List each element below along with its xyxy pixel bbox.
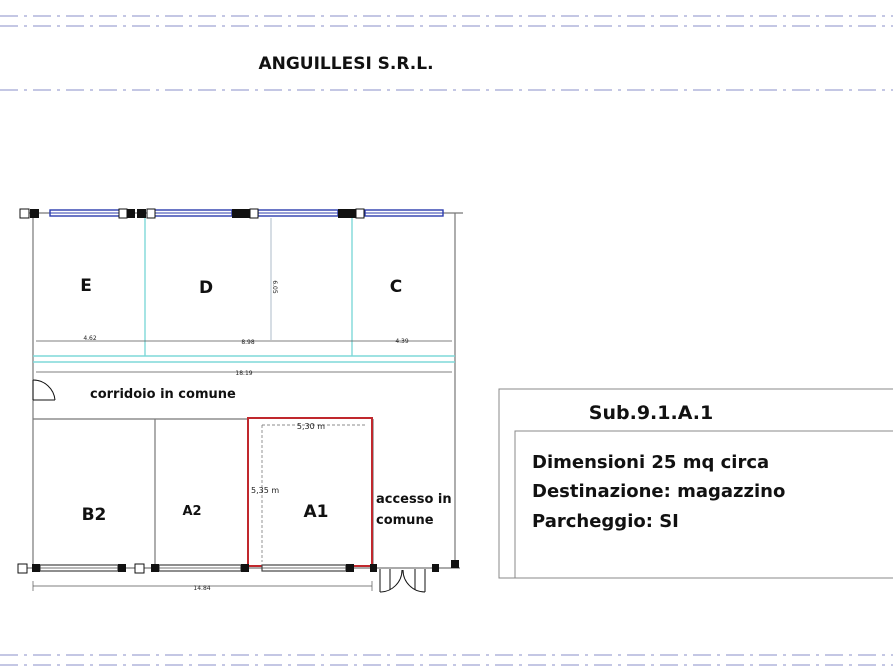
room-d-label: D (198, 278, 214, 298)
room-a2-label: A2 (182, 504, 202, 519)
dimension-total-upper: 18.19 (235, 370, 253, 377)
room-a1-label: A1 (303, 502, 329, 522)
dimension-e-width: 4.62 (83, 335, 97, 342)
dimension-d-width: 8.98 (241, 339, 255, 346)
double-door-icon (380, 569, 425, 592)
dimension-a1-depth: 5,35 m (251, 486, 280, 495)
info-line-destination: Destinazione: magazzino (532, 481, 786, 502)
info-panel-title: Sub.9.1.A.1 (588, 402, 714, 424)
room-c-label: C (389, 277, 403, 297)
access-label-line2: comune (376, 513, 434, 528)
info-line-dimensions: Dimensioni 25 mq circa (532, 452, 770, 473)
dimension-c-width: 4.39 (395, 338, 409, 345)
dimension-bottom-total: 14.84 (193, 585, 211, 592)
dimension-a1-width: 5,30 m (296, 422, 326, 431)
corridor-label: corridoio in comune (90, 387, 236, 402)
lower-walls (33, 419, 373, 566)
access-label-line1: accesso in (376, 492, 452, 507)
bottom-windows (40, 565, 346, 571)
company-title: ANGUILLESI S.R.L. (258, 54, 434, 74)
room-e-label: E (80, 276, 92, 296)
dimension-depth-upper: 6.05 (271, 280, 278, 294)
corridor-door-icon (33, 380, 55, 400)
room-b2-label: B2 (81, 505, 107, 525)
info-line-parking: Parcheggio: SI (532, 511, 679, 532)
